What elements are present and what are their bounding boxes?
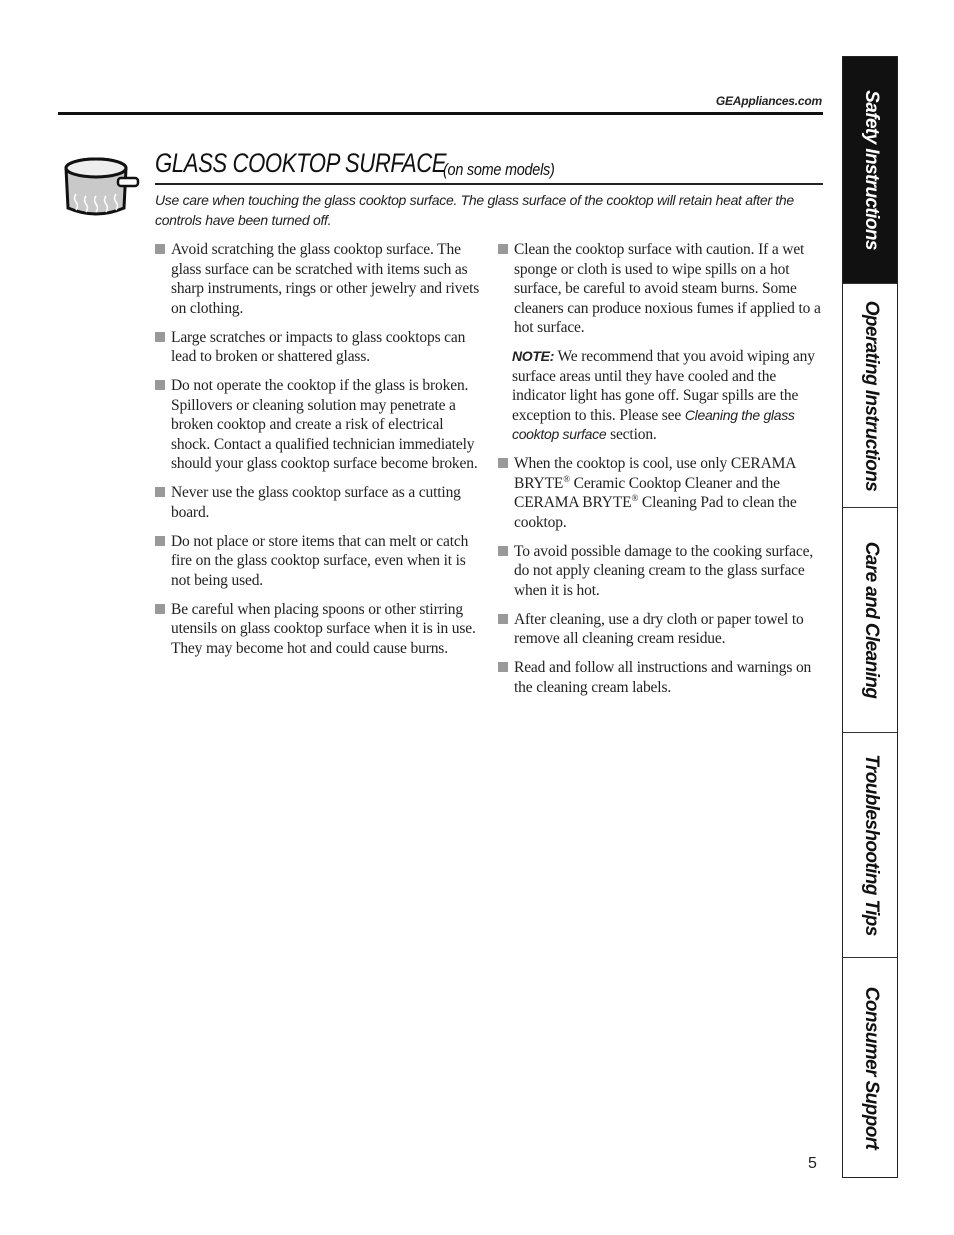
square-bullet-icon (155, 380, 165, 390)
list-item-text: Cleaning Pad to clean the cooktop. (514, 494, 797, 531)
title-rule (155, 183, 823, 185)
hot-pot-icon (62, 154, 140, 226)
tab-label: Consumer Support (861, 986, 882, 1149)
list-item (498, 240, 828, 338)
site-url: GEAppliances.com (715, 94, 822, 108)
square-bullet-icon (155, 487, 165, 497)
tab-consumer-support[interactable] (843, 958, 897, 1177)
list-item (498, 658, 828, 697)
list-item (498, 610, 828, 649)
note-end: section. (606, 426, 657, 443)
square-bullet-icon (498, 458, 508, 468)
section-intro: Use care when touching the glass cooktop surface. The glass surface of the cooktop will retain heat after the controls have been turned off. (155, 192, 794, 228)
list-item (155, 240, 485, 318)
tab-label: Troubleshooting Tips (861, 754, 882, 936)
square-bullet-icon (155, 536, 165, 546)
list-item (155, 328, 485, 367)
list-item-text: Ceramic Cooktop Cleaner and the CERAMA BRYTE (514, 474, 780, 511)
page-number: 5 (808, 1155, 817, 1172)
tab-safety-instructions[interactable] (843, 57, 897, 284)
note-text: We recommend that you avoid wiping any surface areas until they have cooled and the indicator light has gone off. Sugar spills are the exception to this. Please see (512, 348, 815, 424)
list-item (498, 454, 828, 532)
list-item-text: Avoid scratching the glass cooktop surface. The glass surface can be scratched with items such as sharp instruments, rings or other jewelry and rivets on clothing. (171, 241, 480, 317)
left-column (155, 240, 485, 668)
list-item (155, 376, 485, 474)
note-label: NOTE: (512, 348, 555, 364)
square-bullet-icon (498, 546, 508, 556)
list-item (155, 532, 485, 591)
right-column (498, 240, 828, 707)
tab-operating-instructions[interactable] (843, 284, 897, 508)
list-item-text: When the cooktop is cool, use only CERAMA BRYTE (514, 455, 796, 492)
section-title-main: GLASS COOKTOP SURFACE (155, 148, 447, 178)
list-item-text: Read and follow all instructions and warnings on the cleaning cream labels. (514, 659, 812, 696)
note-paragraph (512, 347, 828, 445)
registered-mark: ® (631, 492, 639, 503)
list-item (498, 542, 828, 601)
registered-mark: ® (563, 473, 570, 484)
square-bullet-icon (155, 604, 165, 614)
tab-troubleshooting-tips[interactable] (843, 733, 897, 958)
list-item-text: Clean the cooktop surface with caution. If a wet sponge or cloth is used to wipe spills on a hot surface, be careful to avoid steam burns. Some cleaners can produce noxious fumes if applied to a hot surface. (514, 241, 821, 336)
list-item-text: To avoid possible damage to the cooking surface, do not apply cleaning cream to the glass surface when it is hot. (514, 542, 814, 599)
tab-label: Care and Cleaning (861, 541, 882, 699)
square-bullet-icon (498, 614, 508, 624)
tab-label: Operating Instructions (861, 300, 882, 491)
section-title-sub: (on some models) (443, 160, 555, 179)
header-rule (58, 112, 823, 115)
list-item (155, 483, 485, 522)
section-title (155, 148, 555, 179)
list-item (155, 600, 485, 659)
list-item-text: Do not operate the cooktop if the glass is broken. Spillovers or cleaning solution may penetrate a broken cooktop and create a risk of electrical shock. Contact a qualified technician immediately should your glass cooktop surface become broken. (171, 377, 478, 472)
tab-care-and-cleaning[interactable] (843, 508, 897, 733)
list-item-text: Large scratches or impacts to glass cooktops can lead to broken or shattered glass. (171, 328, 466, 365)
square-bullet-icon (155, 244, 165, 254)
list-item-text: After cleaning, use a dry cloth or paper towel to remove all cleaning cream residue. (514, 610, 804, 647)
square-bullet-icon (498, 244, 508, 254)
square-bullet-icon (155, 332, 165, 342)
tab-label: Safety Instructions (861, 90, 882, 250)
square-bullet-icon (498, 662, 508, 672)
note-reference: Cleaning the glass cooktop surface (512, 406, 795, 442)
list-item-text: Never use the glass cooktop surface as a cutting board. (171, 484, 461, 521)
section-tabs (842, 56, 898, 1178)
list-item-text: Be careful when placing spoons or other stirring utensils on glass cooktop surface when it is in use. They may become hot and could cause burns. (171, 600, 476, 657)
list-item-text: Do not place or store items that can melt or catch fire on the glass cooktop surface, even when it is not being used. (171, 532, 469, 589)
